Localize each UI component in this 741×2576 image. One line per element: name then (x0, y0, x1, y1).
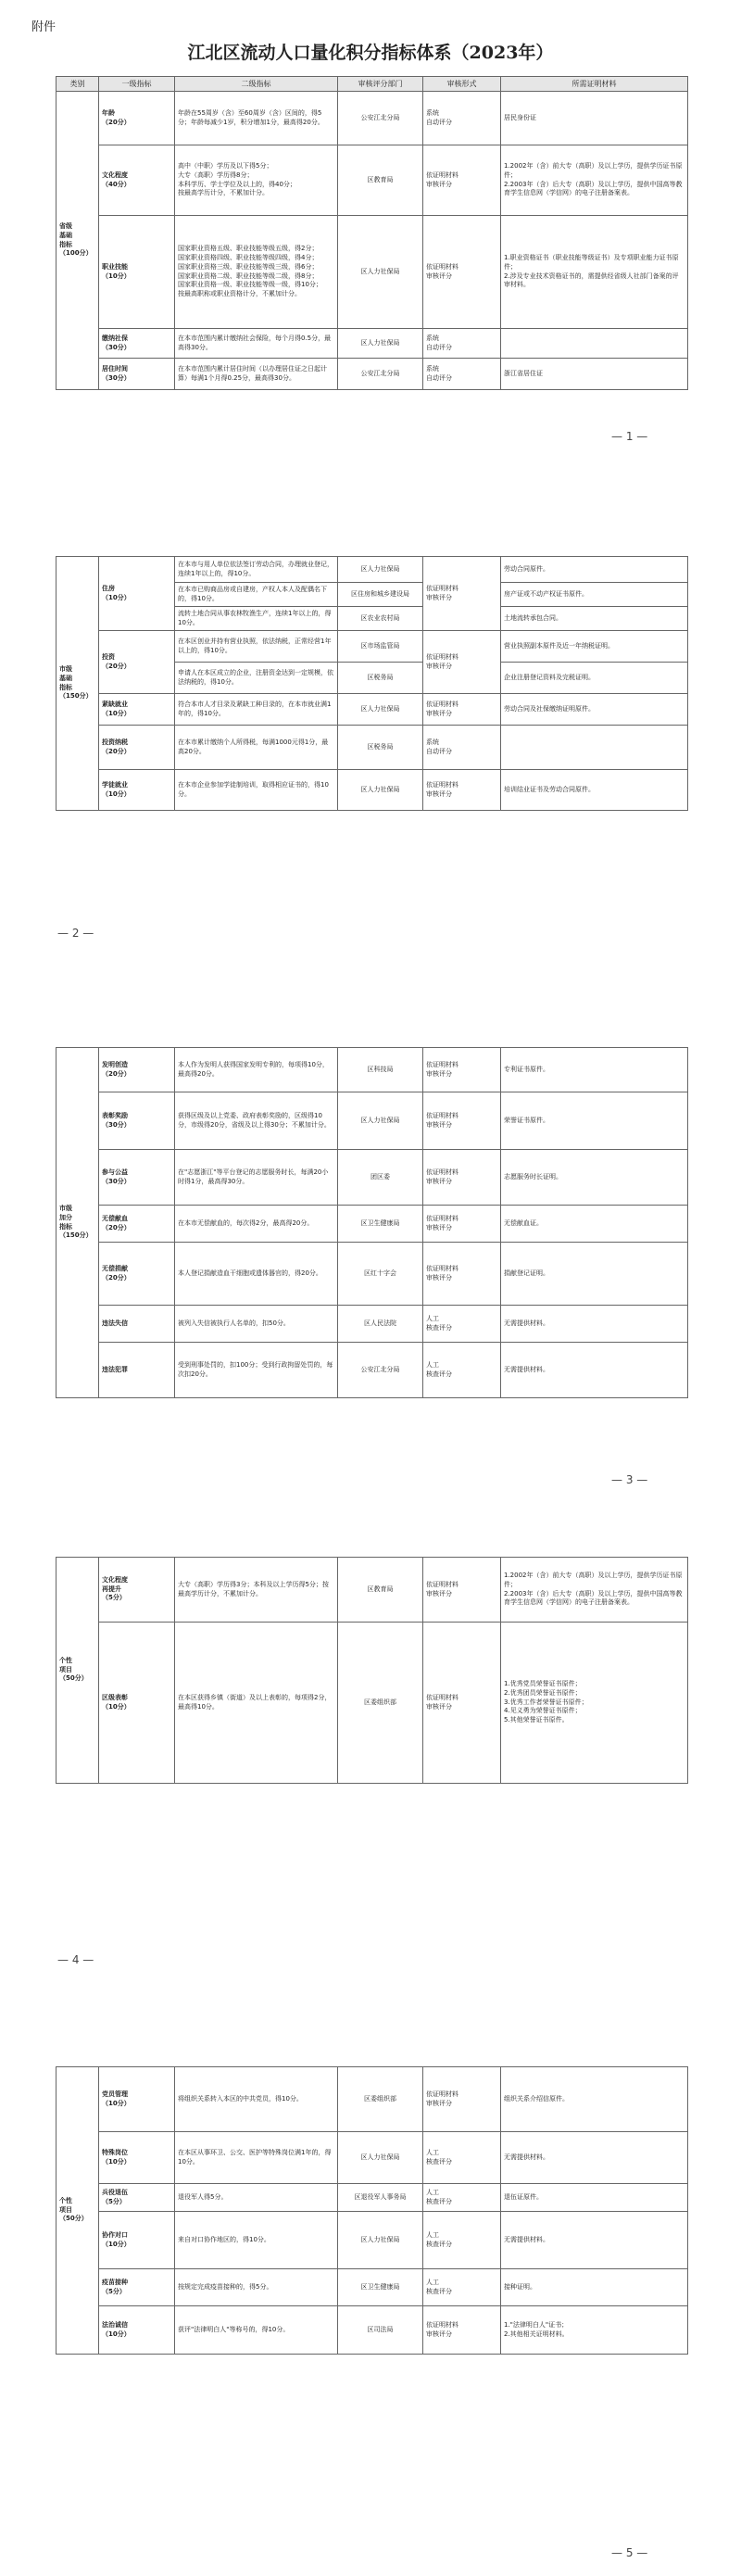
materials-cell: 1.2002年（含）前大专（高职）及以上学历，提供学历证书原件； 2.2003年（含）后大专（高职）及以上学历，提供中国高等教育学生信息网（学信网）的电子注册备案表。 (501, 1558, 688, 1623)
materials-cell: 无需提供材料。 (501, 2132, 688, 2184)
level2-cell: 将组织关系转入本区的中共党员，得10分。 (175, 2067, 338, 2132)
table-row (57, 1558, 688, 1623)
level2-cell: 本人登记捐献造血干细胞或遗体器官的，得20分。 (175, 1243, 338, 1306)
table-row (57, 1343, 688, 1398)
table-row (57, 1243, 688, 1306)
dept-cell: 区市场监管局 (338, 631, 423, 663)
header-level1: 一级指标 (99, 77, 175, 92)
dept-cell: 区卫生健康局 (338, 2269, 423, 2306)
form-cell: 依证明材料 审核评分 (423, 216, 501, 329)
materials-cell: 退伍证原件。 (501, 2184, 688, 2212)
materials-cell: 1."法律明白人"证书； 2.其他相关证明材料。 (501, 2306, 688, 2355)
level2-cell: 在本区创业并持有营业执照，依法纳税，正常经营1年以上的，得10分。 (175, 631, 338, 663)
materials-cell: 1.2002年（含）前大专（高职）及以上学历，提供学历证书原件； 2.2003年（含）后大专（高职）及以上学历，提供中国高等教育学生信息网（学信网）的电子注册备案表。 (501, 145, 688, 216)
category-cell: 个性 项目 （50分） (57, 1558, 99, 1784)
form-cell: 依证明材料 审核评分 (423, 631, 501, 694)
score-table-page-3 (56, 1047, 688, 1398)
form-cell: 依证明材料 审核评分 (423, 1623, 501, 1784)
header-materials: 所需证明材料 (501, 77, 688, 92)
dept-cell: 区人力社保局 (338, 2212, 423, 2269)
score-table-page-2 (56, 556, 688, 811)
level2-cell: 在本市已购商品房或自建房，产权人本人及配偶名下的，得10分。 (175, 583, 338, 607)
table-row (57, 1206, 688, 1243)
form-cell: 依证明材料 审核评分 (423, 1206, 501, 1243)
materials-cell: 培训结业证书及劳动合同原件。 (501, 770, 688, 811)
header-form: 审核形式 (423, 77, 501, 92)
dept-cell: 区人力社保局 (338, 770, 423, 811)
materials-cell: 浙江省居住证 (501, 359, 688, 390)
level2-cell: 来自对口协作地区的，得10分。 (175, 2212, 338, 2269)
page-number: — 4 — (57, 1953, 94, 1966)
level1-cell: 年龄 （20分） (99, 92, 175, 145)
level1-cell: 学徒就业 （10分） (99, 770, 175, 811)
form-cell: 依证明材料 审核评分 (423, 557, 501, 631)
materials-cell: 劳动合同及社保缴纳证明原件。 (501, 694, 688, 726)
level2-cell: 国家职业资格五级、职业技能等级五级，得2分； 国家职业资格四级、职业技能等级四级，得4分； 国家职业资格三级、职业技能等级三级，得6分； 国家职业资格二级、职业技能等级二级，得8分； 国家职业资格一级、职业技能等级一级，得10分； 按最高职称或职业资格计分，不累加计分。 (175, 216, 338, 329)
table-row (57, 631, 688, 663)
dept-cell: 区委组织部 (338, 2067, 423, 2132)
table-row (57, 2067, 688, 2132)
materials-cell: 劳动合同原件。 (501, 557, 688, 583)
level2-cell: 在本市企业参加学徒制培训，取得相应证书的，得10分。 (175, 770, 338, 811)
level1-cell: 法治诚信 （10分） (99, 2306, 175, 2355)
table-row (57, 145, 688, 216)
table-row (57, 1092, 688, 1150)
level1-cell: 无偿捐献 （20分） (99, 1243, 175, 1306)
table-row (57, 2269, 688, 2306)
dept-cell: 区人力社保局 (338, 557, 423, 583)
dept-cell: 区科技局 (338, 1048, 423, 1092)
page-number: — 2 — (57, 927, 94, 940)
form-cell: 依证明材料 审核评分 (423, 1092, 501, 1150)
level2-cell: 被列入失信被执行人名单的，扣50分。 (175, 1306, 338, 1343)
level1-cell: 党员管理 （10分） (99, 2067, 175, 2132)
level2-cell: 在本市与用人单位依法签订劳动合同，办理就业登记，连续1年以上的，得10分。 (175, 557, 338, 583)
level1-cell: 文化程度 （40分） (99, 145, 175, 216)
dept-cell: 公安江北分局 (338, 1343, 423, 1398)
level2-cell: 流转土地合同从事农林牧渔生产，连续1年以上的，得10分。 (175, 607, 338, 631)
level2-cell: 在"志愿浙江"等平台登记的志愿服务时长，每满20小时得1分，最高得30分。 (175, 1150, 338, 1206)
form-cell: 系统 自动评分 (423, 329, 501, 359)
materials-cell: 营业执照副本原件及近一年纳税证明。 (501, 631, 688, 663)
materials-cell: 无需提供材料。 (501, 2212, 688, 2269)
level2-cell: 在本区获得乡镇（街道）及以上表彰的，每项得2分，最高得10分。 (175, 1623, 338, 1784)
dept-cell: 区人力社保局 (338, 2132, 423, 2184)
level2-cell: 按规定完成疫苗接种的，得5分。 (175, 2269, 338, 2306)
table-row (57, 92, 688, 145)
level2-cell: 高中（中职）学历及以下得5分； 大专（高职）学历得8分； 本科学历、学士学位及以上的，得40分； 按最高学历计分，不累加计分。 (175, 145, 338, 216)
form-cell: 依证明材料 审核评分 (423, 2306, 501, 2355)
category-cell: 省级 基础 指标 （100分） (57, 92, 99, 390)
category-cell: 市级 基础 指标 （150分） (57, 557, 99, 811)
level1-cell: 兵役退伍 （5分） (99, 2184, 175, 2212)
score-table-page-4 (56, 1557, 688, 1784)
dept-cell: 区人民法院 (338, 1306, 423, 1343)
header-row (57, 77, 688, 92)
form-cell: 依证明材料 审核评分 (423, 1243, 501, 1306)
dept-cell: 区教育局 (338, 1558, 423, 1623)
table-row (57, 1048, 688, 1092)
materials-cell: 专利证书原件。 (501, 1048, 688, 1092)
level2-cell: 大专（高职）学历得3分；本科及以上学历得5分；按最高学历计分，不累加计分。 (175, 1558, 338, 1623)
table-row (57, 2132, 688, 2184)
category-cell: 个性 项目 （50分） (57, 2067, 99, 2355)
form-cell: 依证明材料 审核评分 (423, 2067, 501, 2132)
materials-cell: 土地流转承包合同。 (501, 607, 688, 631)
level1-cell: 协作对口 （10分） (99, 2212, 175, 2269)
dept-cell: 公安江北分局 (338, 92, 423, 145)
dept-cell: 团区委 (338, 1150, 423, 1206)
materials-cell: 志愿服务时长证明。 (501, 1150, 688, 1206)
level1-cell: 职业技能 （10分） (99, 216, 175, 329)
form-cell: 依证明材料 审核评分 (423, 770, 501, 811)
level2-cell: 符合本市人才目录及紧缺工种目录的，在本市就业满1年的，得10分。 (175, 694, 338, 726)
form-cell: 依证明材料 审核评分 (423, 145, 501, 216)
materials-cell (501, 329, 688, 359)
level2-cell: 受到刑事处罚的，扣100分；受到行政拘留处罚的，每次扣20分。 (175, 1343, 338, 1398)
table-row (57, 1623, 688, 1784)
table-row (57, 770, 688, 811)
table-row (57, 1150, 688, 1206)
materials-cell: 组织关系介绍信原件。 (501, 2067, 688, 2132)
level1-cell: 违法失信 (99, 1306, 175, 1343)
table-row (57, 1306, 688, 1343)
page-number: — 5 — (611, 2546, 648, 2559)
dept-cell: 区住房和城乡建设局 (338, 583, 423, 607)
dept-cell: 区红十字会 (338, 1243, 423, 1306)
dept-cell: 区农业农村局 (338, 607, 423, 631)
level2-cell: 年龄在55周岁（含）至60周岁（含）区间的，得5分；年龄每减少1岁，积分增加1分，最高得20分。 (175, 92, 338, 145)
level1-cell: 区级表彰 （10分） (99, 1623, 175, 1784)
dept-cell: 区卫生健康局 (338, 1206, 423, 1243)
header-category: 类别 (57, 77, 99, 92)
form-cell: 系统 自动评分 (423, 92, 501, 145)
level1-cell: 违法犯罪 (99, 1343, 175, 1398)
level1-cell: 缴纳社保 （30分） (99, 329, 175, 359)
materials-cell: 房产证或不动产权证书原件。 (501, 583, 688, 607)
form-cell: 人工 核查评分 (423, 2132, 501, 2184)
dept-cell: 区人力社保局 (338, 216, 423, 329)
table-row (57, 2184, 688, 2212)
form-cell: 人工 核查评分 (423, 1343, 501, 1398)
level1-cell: 投资 （20分） (99, 631, 175, 694)
level1-cell: 居住时间 （30分） (99, 359, 175, 390)
level1-cell: 表彰奖励 （30分） (99, 1092, 175, 1150)
form-cell: 依证明材料 审核评分 (423, 1150, 501, 1206)
level2-cell: 申请人在本区成立的企业，注册资金达到一定规模，依法纳税的，得10分。 (175, 663, 338, 694)
materials-cell: 1.职业资格证书（职业技能等级证书）及专项职业能力证书原件； 2.涉及专业技术资格证书的，需提供经省级人社部门备案的评审材料。 (501, 216, 688, 329)
level2-cell: 本人作为发明人获得国家发明专利的，每项得10分，最高得20分。 (175, 1048, 338, 1092)
materials-cell: 居民身份证 (501, 92, 688, 145)
form-cell: 系统 自动评分 (423, 726, 501, 770)
score-table-page-1 (56, 76, 688, 390)
table-row (57, 557, 688, 583)
materials-cell (501, 726, 688, 770)
dept-cell: 公安江北分局 (338, 359, 423, 390)
header-level2: 二级指标 (175, 77, 338, 92)
form-cell: 依证明材料 审核评分 (423, 694, 501, 726)
level2-cell: 获评"法律明白人"等称号的，得10分。 (175, 2306, 338, 2355)
form-cell: 人工 核查评分 (423, 2212, 501, 2269)
level2-cell: 在本区从事环卫、公交、医护等特殊岗位满1年的，得10分。 (175, 2132, 338, 2184)
materials-cell: 无需提供材料。 (501, 1343, 688, 1398)
level1-cell: 紧缺就业 （10分） (99, 694, 175, 726)
dept-cell: 区人力社保局 (338, 694, 423, 726)
level2-cell: 退役军人得5分。 (175, 2184, 338, 2212)
dept-cell: 区教育局 (338, 145, 423, 216)
form-cell: 依证明材料 审核评分 (423, 1558, 501, 1623)
materials-cell: 捐献登记证明。 (501, 1243, 688, 1306)
page-number: — 1 — (611, 430, 648, 443)
dept-cell: 区人力社保局 (338, 329, 423, 359)
materials-cell: 接种证明。 (501, 2269, 688, 2306)
header-dept: 审核评分部门 (338, 77, 423, 92)
level2-cell: 在本市无偿献血的，每次得2分，最高得20分。 (175, 1206, 338, 1243)
form-cell: 系统 自动评分 (423, 359, 501, 390)
level2-cell: 获得区级及以上党委、政府表彰奖励的，区级得10分，市级得20分，省级及以上得30分；不累加计分。 (175, 1092, 338, 1150)
dept-cell: 区委组织部 (338, 1623, 423, 1784)
form-cell: 人工 核查评分 (423, 1306, 501, 1343)
page-title: 江北区流动人口量化积分指标体系（2023年） (187, 43, 554, 63)
table-row (57, 329, 688, 359)
category-cell: 市级 加分 指标 （150分） (57, 1048, 99, 1398)
table-row (57, 694, 688, 726)
level1-cell: 参与公益 （30分） (99, 1150, 175, 1206)
page-number: — 3 — (611, 1473, 648, 1486)
attachment-label: 附件 (31, 20, 57, 34)
form-cell: 人工 核查评分 (423, 2184, 501, 2212)
level1-cell: 疫苗接种 （5分） (99, 2269, 175, 2306)
level1-cell: 投资纳税 （20分） (99, 726, 175, 770)
materials-cell: 荣誉证书原件。 (501, 1092, 688, 1150)
dept-cell: 区税务局 (338, 663, 423, 694)
level1-cell: 无偿献血 （20分） (99, 1206, 175, 1243)
level1-cell: 文化程度 再提升 （5分） (99, 1558, 175, 1623)
table-row (57, 216, 688, 329)
dept-cell: 区人力社保局 (338, 1092, 423, 1150)
materials-cell: 无需提供材料。 (501, 1306, 688, 1343)
level2-cell: 在本市累计缴纳个人所得税，每满1000元得1分，最高20分。 (175, 726, 338, 770)
materials-cell: 无偿献血证。 (501, 1206, 688, 1243)
table-row (57, 359, 688, 390)
level2-cell: 在本市范围内累计居住时间（以办理居住证之日起计算）每满1个月得0.25分，最高得30分。 (175, 359, 338, 390)
dept-cell: 区税务局 (338, 726, 423, 770)
level1-cell: 发明创造 （20分） (99, 1048, 175, 1092)
table-row (57, 726, 688, 770)
table-row (57, 2212, 688, 2269)
form-cell: 人工 核查评分 (423, 2269, 501, 2306)
table-row (57, 2306, 688, 2355)
level2-cell: 在本市范围内累计缴纳社会保险，每个月得0.5分，最高得30分。 (175, 329, 338, 359)
materials-cell: 企业注册登记资料及完税证明。 (501, 663, 688, 694)
form-cell: 依证明材料 审核评分 (423, 1048, 501, 1092)
dept-cell: 区司法局 (338, 2306, 423, 2355)
level1-cell: 住房 （10分） (99, 557, 175, 631)
score-table-page-5 (56, 2066, 688, 2355)
materials-cell: 1.优秀党员荣誉证书原件； 2.优秀团员荣誉证书原件； 3.优秀工作者荣誉证书原件； 4.见义勇为荣誉证书原件； 5.其他荣誉证书原件。 (501, 1623, 688, 1784)
dept-cell: 区退役军人事务局 (338, 2184, 423, 2212)
level1-cell: 特殊岗位 （10分） (99, 2132, 175, 2184)
